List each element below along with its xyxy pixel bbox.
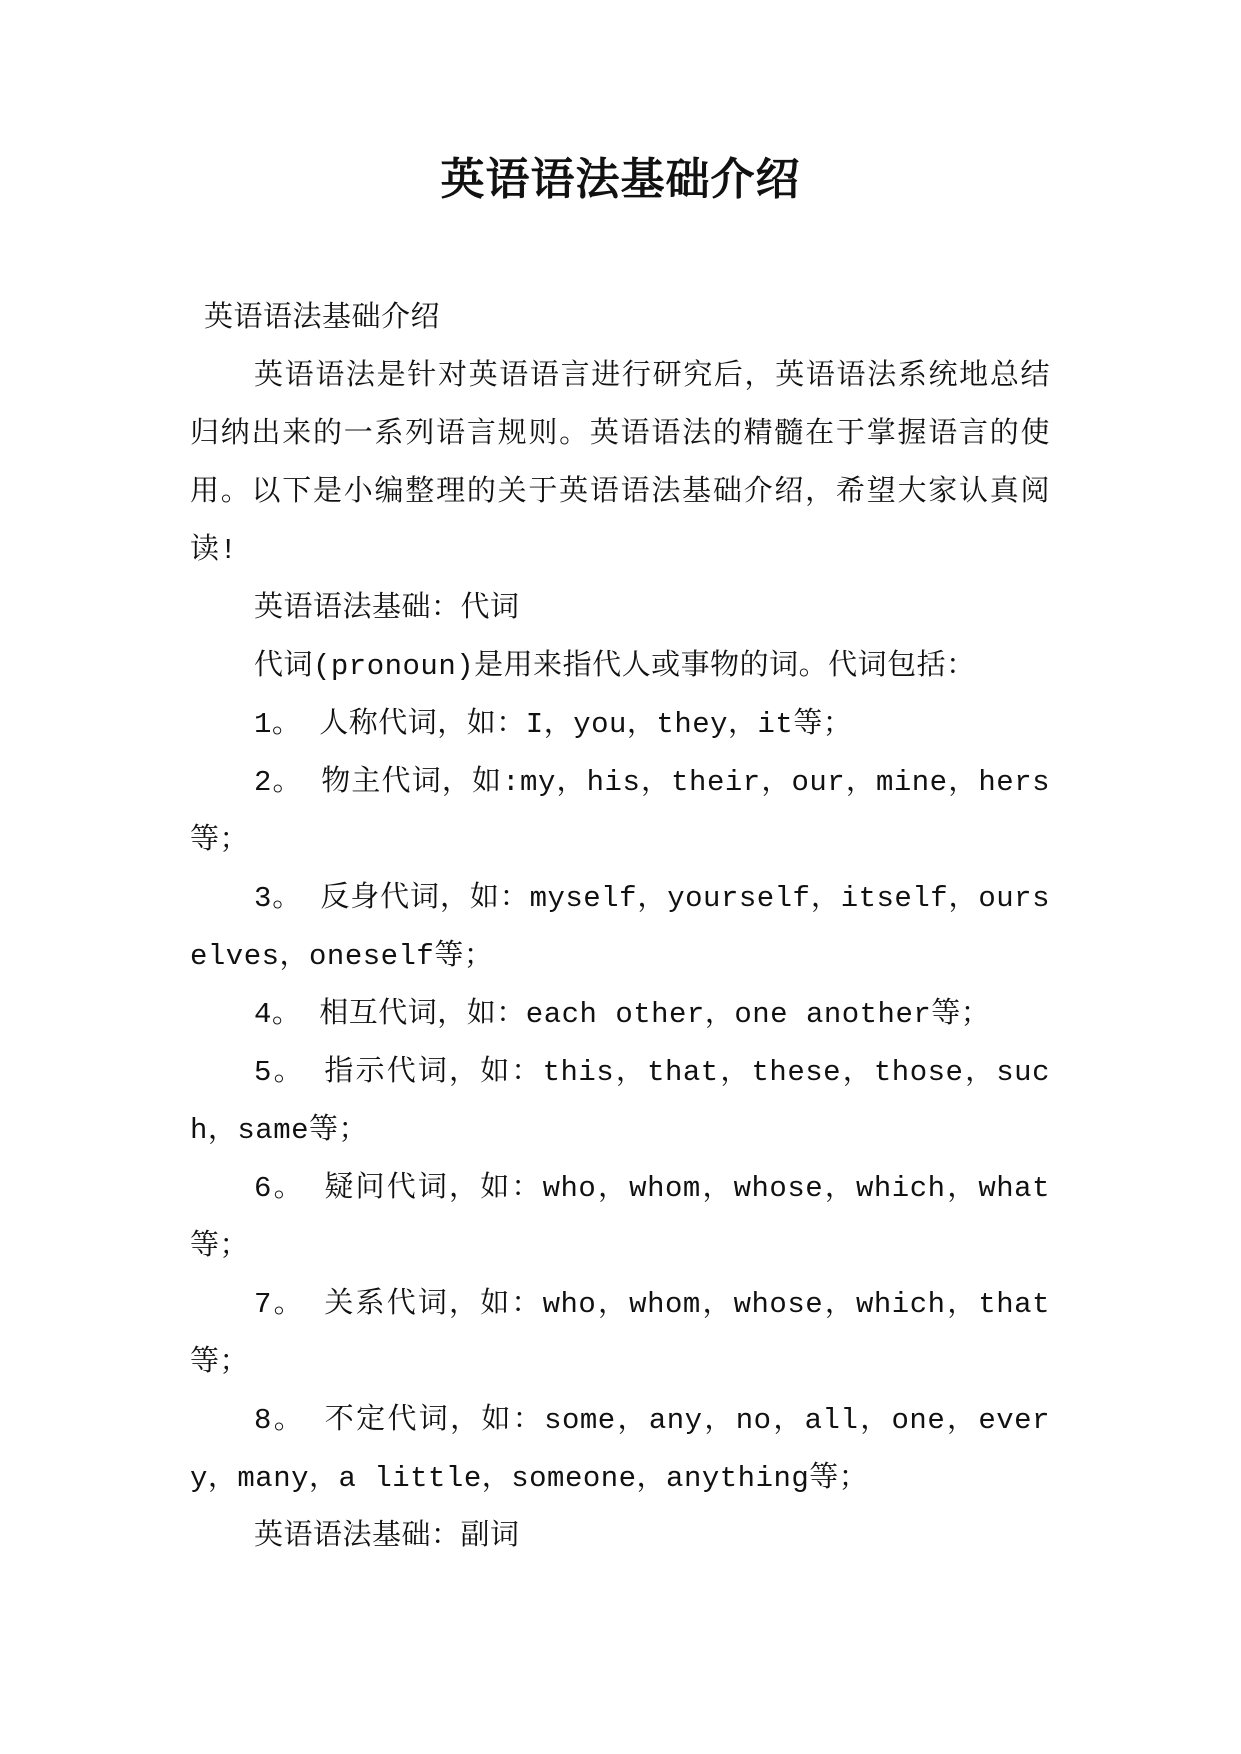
pronoun-definition: 代词(pronoun)是用来指代人或事物的词。代词包括：	[254, 650, 976, 683]
list-item-personal-pronoun: 1。 人称代词，如：I，you，they，it等；	[254, 708, 853, 741]
list-item-relative-pronoun: 7。 关系代词，如：who，whom，whose，which，that等；	[190, 1288, 1050, 1379]
document-body	[190, 290, 1050, 1566]
subtitle-paragraph: 英语语法基础介绍	[204, 302, 441, 335]
list-item-interrogative-pronoun: 6。 疑问代词，如：who，whom，whose，which，what等；	[190, 1172, 1050, 1263]
list-item-demonstrative-pronoun: 5。 指示代词，如：this，that，these，those，such，same等；	[190, 1056, 1050, 1147]
section-heading-pronoun: 英语语法基础：代词	[254, 592, 520, 625]
list-item-reflexive-pronoun: 3。 反身代词，如：myself，yourself，itself，ourselves，oneself等；	[190, 882, 1050, 973]
list-item-possessive-pronoun: 2。 物主代词，如:my，his，their，our，mine，hers等；	[190, 766, 1050, 857]
intro-paragraph: 英语语法是针对英语语言进行研究后，英语语法系统地总结归纳出来的一系列语言规则。英语语法的精髓在于掌握语言的使用。以下是小编整理的关于英语语法基础介绍，希望大家认真阅读!	[190, 360, 1050, 567]
list-item-reciprocal-pronoun: 4。 相互代词，如：each other，one another等；	[254, 998, 991, 1031]
list-item-indefinite-pronoun: 8。 不定代词，如：some，any，no，all，one，every，many，a little，someone，anything等；	[190, 1404, 1050, 1495]
document-title: 英语语法基础介绍	[440, 154, 801, 205]
section-heading-adverb: 英语语法基础：副词	[254, 1520, 520, 1553]
